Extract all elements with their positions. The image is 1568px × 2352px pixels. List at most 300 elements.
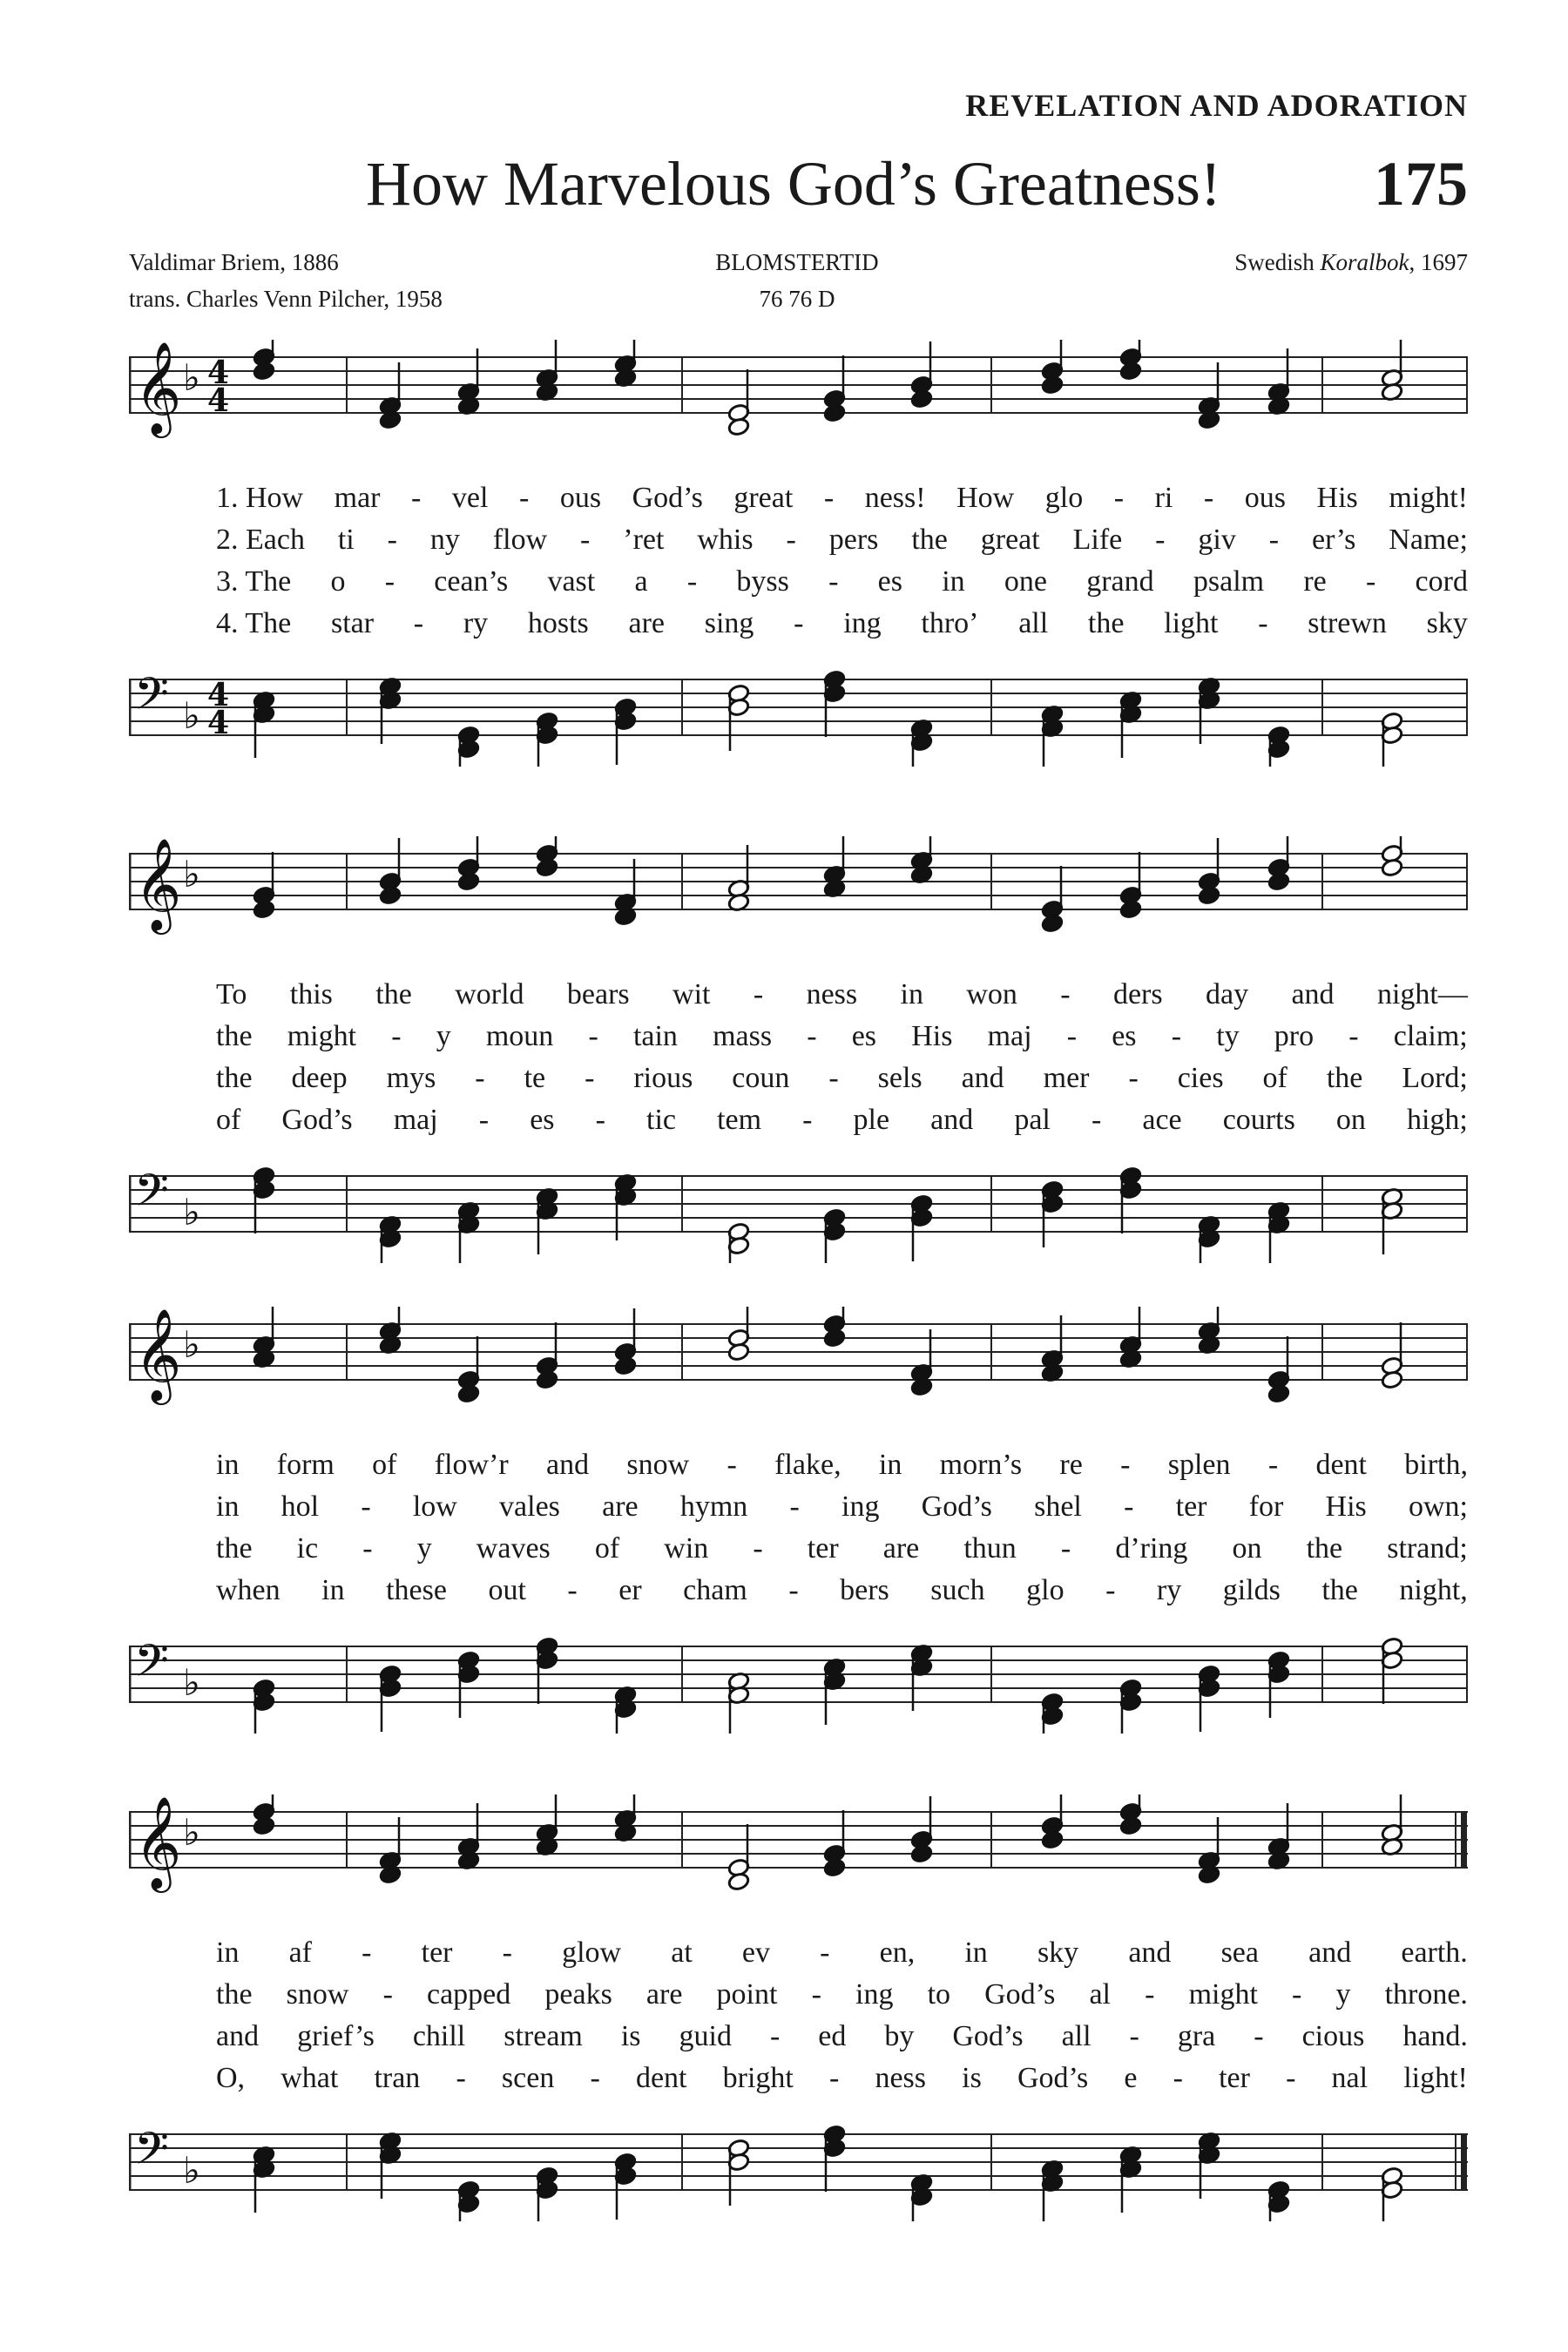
- hyphen: -: [362, 1532, 373, 1565]
- lyric-syllable: low: [412, 1490, 457, 1523]
- lyric-syllable: great: [980, 524, 1040, 556]
- hyphen: -: [478, 1104, 490, 1136]
- lyric-syllable: and: [961, 1062, 1004, 1094]
- hyphen: -: [811, 1978, 821, 2011]
- lyric-syllable: re: [1059, 1449, 1083, 1481]
- hyphen: -: [1171, 1020, 1182, 1052]
- hyphen: -: [686, 565, 698, 598]
- lyric-syllable: wit: [672, 978, 711, 1010]
- lyric-syllable: the: [1321, 1574, 1358, 1606]
- lyric-syllable: birth,: [1404, 1449, 1468, 1481]
- lyric-syllable: capped: [427, 1978, 511, 2011]
- lyric-syllable: y: [436, 1020, 451, 1052]
- lyric-syllable: ter: [1219, 2062, 1250, 2094]
- lyric-syllable: gilds: [1222, 1574, 1281, 1606]
- lyric-verse-2: [216, 1486, 1468, 1528]
- lyric-syllable: How: [956, 482, 1015, 514]
- lyric-syllable: bright: [722, 2062, 794, 2094]
- lyric-syllable: at: [671, 1936, 693, 1969]
- hyphen: -: [727, 1449, 737, 1481]
- lyric-syllable: ter: [421, 1936, 453, 1969]
- hyphen: -: [1129, 2020, 1139, 2052]
- lyric-syllable: are: [645, 1978, 683, 2011]
- lyric-syllable: the: [216, 1978, 253, 2011]
- flat-icon: ♭: [183, 1323, 200, 1366]
- lyric-syllable: vel: [451, 482, 489, 514]
- lyric-syllable: rious: [633, 1062, 693, 1094]
- music-system-3: [129, 1307, 1468, 1725]
- note-head: [1267, 872, 1290, 892]
- hyphen: -: [1173, 2062, 1183, 2094]
- note-head: [910, 389, 933, 409]
- lyric-syllable: God’s: [1017, 2062, 1089, 2094]
- lyric-verse-2: [216, 519, 1468, 561]
- hyphen: -: [1128, 1062, 1139, 1094]
- lyric-syllable: ic: [296, 1532, 319, 1565]
- lyric-syllable: waves: [476, 1532, 551, 1565]
- lyric-syllable: on: [1232, 1532, 1262, 1565]
- hyphen: -: [788, 1574, 799, 1606]
- lyric-syllable: cham: [683, 1574, 747, 1606]
- lyric-syllable: are: [882, 1532, 920, 1565]
- hyphen: -: [802, 1104, 813, 1136]
- lyric-syllable: point: [716, 1978, 778, 2011]
- bass-staff: [129, 1159, 1468, 1246]
- treble-clef-icon: 𝄞: [134, 837, 182, 930]
- note-head: [253, 900, 275, 920]
- treble-staff-lines: [129, 1307, 1468, 1411]
- lyric-syllable: the: [375, 978, 412, 1010]
- flat-icon: ♭: [183, 2149, 200, 2192]
- treble-staff: [129, 1794, 1468, 1889]
- lyric-syllable: psalm: [1193, 565, 1265, 598]
- lyric-syllable: hosts: [527, 607, 589, 639]
- lyric-syllable: one: [1004, 565, 1047, 598]
- lyric-syllable: 3. The: [216, 565, 292, 598]
- note-head: [1041, 1830, 1064, 1850]
- lyric-syllable: moun: [485, 1020, 554, 1052]
- hyphen: -: [769, 2020, 781, 2052]
- lyric-syllable: throne.: [1384, 1978, 1468, 2011]
- lyric-syllable: mys: [386, 1062, 436, 1094]
- lyric-syllable: in: [216, 1936, 240, 1969]
- lyric-syllable: ny: [429, 524, 460, 556]
- final-barline: [1461, 1812, 1467, 1868]
- note-head: [1041, 375, 1064, 395]
- lyric-syllable: mer: [1043, 1062, 1090, 1094]
- note-head: [253, 362, 275, 382]
- lyric-syllable: ness!: [864, 482, 926, 514]
- lyric-syllable: 1. How: [216, 482, 304, 514]
- lyric-syllable: To: [216, 978, 247, 1010]
- lyric-syllable: glow: [562, 1936, 622, 1969]
- lyric-syllable: thro’: [921, 607, 979, 639]
- lyric-syllable: dent: [1315, 1449, 1367, 1481]
- lyric-syllable: ’ret: [623, 524, 665, 556]
- note-head: [1198, 886, 1220, 906]
- source-italic: Koralbok: [1320, 249, 1409, 275]
- tune-credit: [675, 244, 919, 317]
- lyric-verse-3: [216, 1058, 1468, 1099]
- hyphen: -: [362, 1936, 372, 1969]
- hyphen: -: [786, 524, 796, 556]
- lyric-syllable: bers: [840, 1574, 889, 1606]
- lyric-syllable: by: [884, 2020, 915, 2052]
- hyphen: -: [1066, 1020, 1078, 1052]
- treble-staff-lines: [129, 340, 1468, 444]
- flat-icon: ♭: [183, 853, 200, 896]
- note-head: [727, 1872, 750, 1892]
- lyric-syllable: night,: [1399, 1574, 1468, 1606]
- lyric-syllable: claim;: [1393, 1020, 1468, 1052]
- hyphen: -: [1348, 1020, 1359, 1052]
- lyric-verse-2: [216, 1016, 1468, 1058]
- note-head: [379, 886, 402, 906]
- note-head: [1119, 362, 1142, 382]
- lyric-verse-1: [216, 974, 1468, 1016]
- lyric-syllable: out: [488, 1574, 526, 1606]
- bass-staff: [129, 1629, 1468, 1716]
- time-signature-bottom: 4: [207, 705, 230, 741]
- hyphen: -: [1060, 978, 1071, 1010]
- hyphen: -: [1120, 1449, 1131, 1481]
- lyric-syllable: Name;: [1389, 524, 1468, 556]
- lyric-syllable: a: [634, 565, 648, 598]
- lyric-syllable: and: [546, 1449, 590, 1481]
- lyric-syllable: af: [288, 1936, 313, 1969]
- lyric-syllable: whis: [697, 524, 754, 556]
- lyric-syllable: in: [878, 1449, 902, 1481]
- lyric-syllable: high;: [1406, 1104, 1468, 1136]
- lyric-syllable: mar: [334, 482, 381, 514]
- hyphen: -: [828, 2062, 840, 2094]
- lyric-syllable: maj: [393, 1104, 438, 1136]
- lyric-syllable: glo: [1044, 482, 1084, 514]
- lyric-syllable: hol: [280, 1490, 320, 1523]
- lyric-syllable: own;: [1408, 1490, 1468, 1523]
- note-head: [727, 417, 750, 437]
- hyphen: -: [585, 1062, 595, 1094]
- treble-staff-lines: [129, 1794, 1468, 1899]
- flat-icon: ♭: [183, 1191, 200, 1233]
- lyric-syllable: tain: [632, 1020, 678, 1052]
- source-credit: [1234, 244, 1468, 280]
- note-head: [536, 858, 558, 878]
- lyric-syllable: thun: [963, 1532, 1017, 1565]
- lyric-syllable: and: [1308, 1936, 1352, 1969]
- hyphen: -: [382, 1978, 393, 2011]
- lyric-syllable: ness: [875, 2062, 927, 2094]
- lyric-verse-1: [216, 1444, 1468, 1486]
- lyric-syllable: might!: [1389, 482, 1468, 514]
- note-head: [823, 403, 846, 423]
- lyric-syllable: ing: [841, 1490, 880, 1523]
- lyric-syllable: night—: [1376, 978, 1468, 1010]
- lyric-syllable: Lord;: [1402, 1062, 1468, 1094]
- lyric-syllable: what: [280, 2062, 339, 2094]
- lyric-syllable: splen: [1167, 1449, 1231, 1481]
- lyric-syllable: 4. The: [216, 607, 292, 639]
- note-head: [1119, 900, 1142, 920]
- treble-clef-icon: 𝄞: [134, 1795, 182, 1889]
- lyric-syllable: and: [1291, 978, 1335, 1010]
- lyric-syllable: sky: [1426, 607, 1468, 639]
- lyric-syllable: guid: [679, 2020, 732, 2052]
- time-signature-bottom: 4: [207, 382, 230, 419]
- bass-staff-lines: [129, 1159, 1468, 1263]
- lyric-syllable: re: [1303, 565, 1327, 598]
- lyric-syllable: er: [618, 1574, 642, 1606]
- lyric-syllable: es: [877, 565, 902, 598]
- lyric-syllable: God’s: [281, 1104, 353, 1136]
- flat-icon: ♭: [183, 694, 200, 737]
- lyric-syllable: all: [1061, 2020, 1092, 2052]
- lyric-syllable: the: [216, 1062, 253, 1094]
- lyric-syllable: ders: [1112, 978, 1163, 1010]
- lyric-syllable: hand.: [1402, 2020, 1468, 2052]
- hyphen: -: [1286, 2062, 1296, 2094]
- hyphen: -: [595, 1104, 605, 1136]
- lyrics-block: [216, 477, 1468, 645]
- note-head: [457, 1384, 480, 1404]
- lyric-syllable: te: [524, 1062, 546, 1094]
- lyric-syllable: in: [216, 1490, 240, 1523]
- hyphen: -: [1091, 1104, 1102, 1136]
- lyric-verse-1: [216, 1932, 1468, 1974]
- lyrics-block: [216, 974, 1468, 1141]
- hyphen: -: [828, 565, 839, 598]
- lyric-syllable: in: [942, 565, 965, 598]
- lyric-syllable: e: [1124, 2062, 1138, 2094]
- treble-staff-lines: [129, 836, 1468, 941]
- lyric-syllable: and: [1128, 1936, 1172, 1969]
- lyric-syllable: these: [386, 1574, 447, 1606]
- lyric-syllable: strand;: [1387, 1532, 1468, 1565]
- lyric-syllable: are: [602, 1490, 639, 1523]
- lyric-syllable: dent: [635, 2062, 687, 2094]
- lyric-syllable: light: [1164, 607, 1219, 639]
- lyric-syllable: might: [287, 1020, 357, 1052]
- bass-clef-icon: 𝄢: [134, 2122, 169, 2186]
- lyric-syllable: ple: [853, 1104, 890, 1136]
- lyric-syllable: nal: [1331, 2062, 1369, 2094]
- note-head: [1267, 1384, 1290, 1404]
- note-head: [727, 1342, 750, 1362]
- bass-staff-lines: [129, 2117, 1468, 2221]
- hyphen: -: [1124, 1490, 1134, 1523]
- lyric-syllable: His: [1325, 1490, 1367, 1523]
- lyric-syllable: maj: [987, 1020, 1032, 1052]
- lyric-syllable: such: [930, 1574, 985, 1606]
- lyric-syllable: es: [1112, 1020, 1137, 1052]
- lyric-syllable: scen: [501, 2062, 555, 2094]
- hyphen: -: [807, 1020, 817, 1052]
- hyphen: -: [411, 482, 422, 514]
- flat-icon: ♭: [183, 356, 200, 399]
- lyric-syllable: grand: [1086, 565, 1154, 598]
- lyric-verse-2: [216, 1974, 1468, 2016]
- hyphen: -: [1060, 1532, 1071, 1565]
- lyric-syllable: is: [962, 2062, 982, 2094]
- lyric-syllable: tran: [374, 2062, 421, 2094]
- flat-icon: ♭: [183, 1811, 200, 1854]
- note-head: [1119, 1816, 1142, 1836]
- lyric-syllable: the: [216, 1020, 253, 1052]
- lyric-syllable: flake,: [774, 1449, 841, 1481]
- hyphen: -: [1155, 524, 1166, 556]
- hymn-number: 175: [1374, 149, 1468, 219]
- lyric-syllable: snow: [286, 1978, 349, 2011]
- lyric-syllable: ous: [559, 482, 602, 514]
- lyric-verse-4: [216, 1099, 1468, 1141]
- lyric-syllable: great: [733, 482, 794, 514]
- lyric-syllable: cious: [1301, 2020, 1365, 2052]
- lyric-syllable: morn’s: [939, 1449, 1023, 1481]
- hyphen: -: [475, 1062, 485, 1094]
- lyric-syllable: chill: [412, 2020, 466, 2052]
- lyric-syllable: courts: [1222, 1104, 1295, 1136]
- lyric-syllable: ry: [1156, 1574, 1182, 1606]
- lyric-syllable: 2. Each: [216, 524, 305, 556]
- hyphen: -: [1268, 524, 1280, 556]
- lyric-syllable: the: [216, 1532, 253, 1565]
- note-head: [536, 1370, 558, 1390]
- lyric-syllable: world: [455, 978, 524, 1010]
- lyric-syllable: shel: [1034, 1490, 1082, 1523]
- lyric-syllable: and: [216, 2020, 260, 2052]
- lyric-syllable: the: [1326, 1062, 1363, 1094]
- lyric-syllable: God’s: [984, 1978, 1056, 2011]
- lyric-syllable: glo: [1026, 1574, 1064, 1606]
- hyphen: -: [1254, 2020, 1264, 2052]
- hyphen: -: [1258, 607, 1268, 639]
- music-system-4: [129, 1794, 1468, 2213]
- lyric-syllable: to: [927, 1978, 951, 2011]
- lyric-verse-3: [216, 1528, 1468, 1570]
- lyric-syllable: o: [330, 565, 346, 598]
- lyric-syllable: sels: [877, 1062, 923, 1094]
- flat-icon: ♭: [183, 1661, 200, 1704]
- lyric-syllable: coun: [732, 1062, 790, 1094]
- lyric-syllable: al: [1089, 1978, 1112, 2011]
- lyric-verse-1: [216, 477, 1468, 519]
- source-prefix: Swedish: [1234, 249, 1321, 275]
- lyric-syllable: pal: [1014, 1104, 1051, 1136]
- lyric-syllable: vales: [499, 1490, 560, 1523]
- hyphen: -: [753, 978, 764, 1010]
- lyric-syllable: pro: [1274, 1020, 1315, 1052]
- treble-staff: [129, 340, 1468, 434]
- lyric-syllable: God’s: [632, 482, 703, 514]
- source-suffix: , 1697: [1409, 249, 1468, 275]
- lyric-syllable: cies: [1177, 1062, 1224, 1094]
- lyric-syllable: might: [1188, 1978, 1258, 2011]
- lyric-syllable: of: [216, 1104, 241, 1136]
- lyric-syllable: ness: [806, 978, 858, 1010]
- lyrics-block: [216, 1444, 1468, 1612]
- lyric-syllable: when: [216, 1574, 280, 1606]
- hyphen: -: [580, 524, 591, 556]
- hyphen: -: [1365, 565, 1376, 598]
- lyric-syllable: es: [530, 1104, 555, 1136]
- lyric-syllable: His: [911, 1020, 953, 1052]
- lyric-syllable: pers: [828, 524, 879, 556]
- author-text: Valdimar Briem, 1886: [129, 249, 339, 275]
- lyric-syllable: God’s: [952, 2020, 1024, 2052]
- lyric-syllable: stream: [504, 2020, 583, 2052]
- lyric-syllable: mass: [713, 1020, 773, 1052]
- lyric-syllable: in: [321, 1574, 345, 1606]
- lyric-syllable: of: [1262, 1062, 1288, 1094]
- bass-staff: [129, 662, 1468, 749]
- music-system-2: [129, 836, 1468, 1254]
- treble-staff: [129, 836, 1468, 930]
- translator-text: trans. Charles Venn Pilcher, 1958: [129, 286, 443, 312]
- lyric-syllable: cord: [1415, 565, 1468, 598]
- hyphen: -: [794, 607, 804, 639]
- section-heading: REVELATION AND ADORATION: [965, 88, 1468, 123]
- lyric-verse-4: [216, 603, 1468, 645]
- lyric-syllable: es: [851, 1020, 877, 1052]
- lyric-syllable: in: [216, 1449, 240, 1481]
- lyric-syllable: the: [1306, 1532, 1343, 1565]
- note-head: [823, 1328, 846, 1348]
- lyric-syllable: of: [372, 1449, 397, 1481]
- lyric-syllable: d’ring: [1115, 1532, 1188, 1565]
- hyphen: -: [753, 1532, 763, 1565]
- lyric-syllable: earth.: [1401, 1936, 1468, 1969]
- hyphen: -: [518, 482, 530, 514]
- note-head: [253, 1816, 275, 1836]
- lyric-syllable: deep: [291, 1062, 348, 1094]
- lyric-syllable: day: [1206, 978, 1249, 1010]
- hyphen: -: [1113, 482, 1125, 514]
- time-signature-top: 4: [207, 677, 230, 713]
- hyphen: -: [387, 524, 397, 556]
- music-system-1: [129, 340, 1468, 758]
- lyric-syllable: won: [966, 978, 1017, 1010]
- lyric-syllable: tic: [646, 1104, 676, 1136]
- hyphen: -: [391, 1020, 402, 1052]
- lyric-syllable: ry: [463, 607, 489, 639]
- lyric-syllable: bears: [566, 978, 630, 1010]
- hyphen: -: [567, 1574, 578, 1606]
- lyric-syllable: ty: [1216, 1020, 1240, 1052]
- hyphen: -: [1105, 1574, 1116, 1606]
- final-barline: [1461, 2134, 1467, 2190]
- hyphen: -: [590, 2062, 600, 2094]
- lyric-syllable: the: [911, 524, 948, 556]
- lyric-verse-4: [216, 2058, 1468, 2099]
- hyphen: -: [1292, 1978, 1302, 2011]
- lyric-verse-4: [216, 1570, 1468, 1612]
- lyric-verse-3: [216, 2016, 1468, 2058]
- hyphen: -: [823, 482, 835, 514]
- hyphen: -: [1203, 482, 1214, 514]
- lyric-syllable: flow’r: [434, 1449, 509, 1481]
- lyric-verse-3: [216, 561, 1468, 603]
- lyric-syllable: ter: [807, 1532, 839, 1565]
- lyric-syllable: O,: [216, 2062, 246, 2094]
- lyric-syllable: the: [1087, 607, 1125, 639]
- lyric-syllable: all: [1018, 607, 1049, 639]
- hyphen: -: [456, 2062, 466, 2094]
- lyric-syllable: giv: [1198, 524, 1236, 556]
- lyric-syllable: flow: [492, 524, 548, 556]
- lyric-syllable: hymn: [679, 1490, 748, 1523]
- lyric-syllable: ing: [843, 607, 882, 639]
- lyric-syllable: on: [1335, 1104, 1366, 1136]
